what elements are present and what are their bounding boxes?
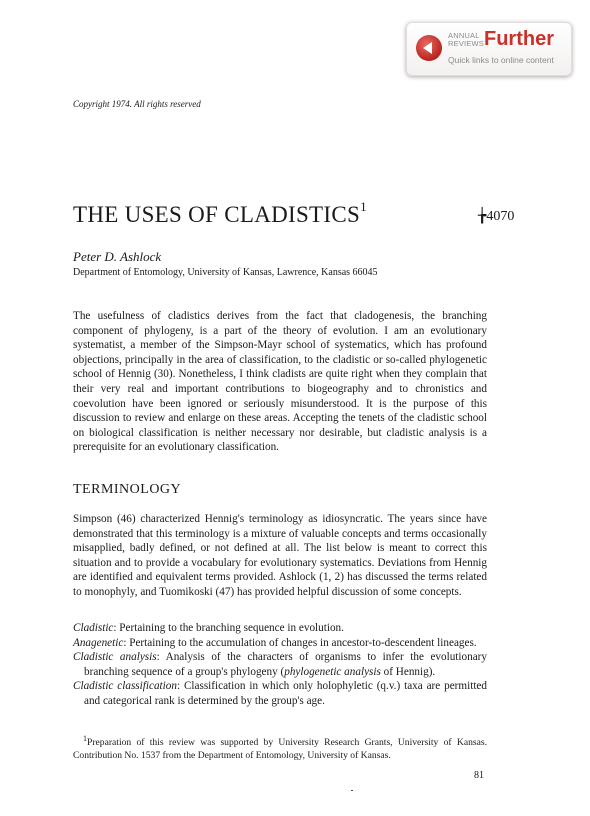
article-title (73, 199, 367, 228)
play-icon (416, 35, 442, 61)
intro-paragraph: The usefulness of cladistics derives from the fact that cladogenesis, the branching component of phylogeny, is a part of the theory of evolution. I am an evolutionary systematist, a member of the Simpson-Mayr school of systematics, which has profound objections, principally in the area of classification, to the cladistic or so-called phylogenetic school of Hennig (30). Nonetheless, I think cladists are quite right when they complain that their very real and important contributions to biogeography and to chronistics and coevolution have been ignored or seriously misunderstood. It is the purpose of this discussion to review and enlarge on these areas. Accepting the tenets of the cladistic school on biological classification is neither necessary nor desirable, but cladistic analysis is a prerequisite for an evolutionary classification. (73, 310, 487, 454)
definition-item: Cladistic analysis: Analysis of the characters of organisms to infer the evolutionary branching sequence of a group's phylogeny (phylogenetic analysis of Hennig). (73, 651, 488, 678)
section-heading: TERMINOLOGY (73, 482, 182, 497)
footnote-mark: 1 (83, 734, 87, 743)
title-text: THE USES OF CLADISTICS (73, 202, 361, 227)
definition-item: Anagenetic: Pertaining to the accumulation of changes in ancestor-to-descendent lineages. (73, 636, 477, 649)
annual-reviews-wordmark: ANNUAL REVIEWS (448, 31, 484, 48)
article-code: ╆4070 (478, 209, 515, 224)
footnote: $^1$Preparation of this review was supported by University Research Grants, University of Kansas. Contribution No. 1537 from the Department of Entomology, University of Kansas. (73, 734, 487, 762)
further-badge[interactable] (406, 22, 572, 76)
definition-item: Cladistic: Pertaining to the branching sequence in evolution. (73, 622, 344, 634)
title-footnote-mark: 1 (360, 199, 367, 214)
definition-item: Cladistic classification: Classification in which only holophyletic (q.v.) taxa are permitted and categorical rank is determined by the group's age. (73, 680, 487, 707)
further-label: Further (484, 28, 554, 50)
author-name: Peter D. Ashlock (73, 249, 162, 264)
print-speck (351, 790, 353, 791)
copyright-notice: Copyright 1974. All rights reserved (73, 99, 201, 109)
further-tagline: Quick links to online content (448, 55, 554, 65)
definition-list (73, 621, 487, 709)
author-affiliation: Department of Entomology, University of Kansas, Lawrence, Kansas 66045 (73, 267, 378, 278)
page-number: 81 (474, 770, 484, 781)
terminology-paragraph: Simpson (46) characterized Hennig's terminology as idiosyncratic. The years since have demonstrated that this terminology is a mixture of valuable concepts and terms occasionally misapplied, badly defined, or not defined at all. The list below is meant to correct this situation and to provide a vocabulary for evolutionary systematics. Deviations from Hennig are identified and equivalent terms provided. Ashlock (1, 2) has discussed the terms related to monophyly, and Tuomikoski (47) has provided helpful discussion of some concepts. (73, 513, 487, 598)
